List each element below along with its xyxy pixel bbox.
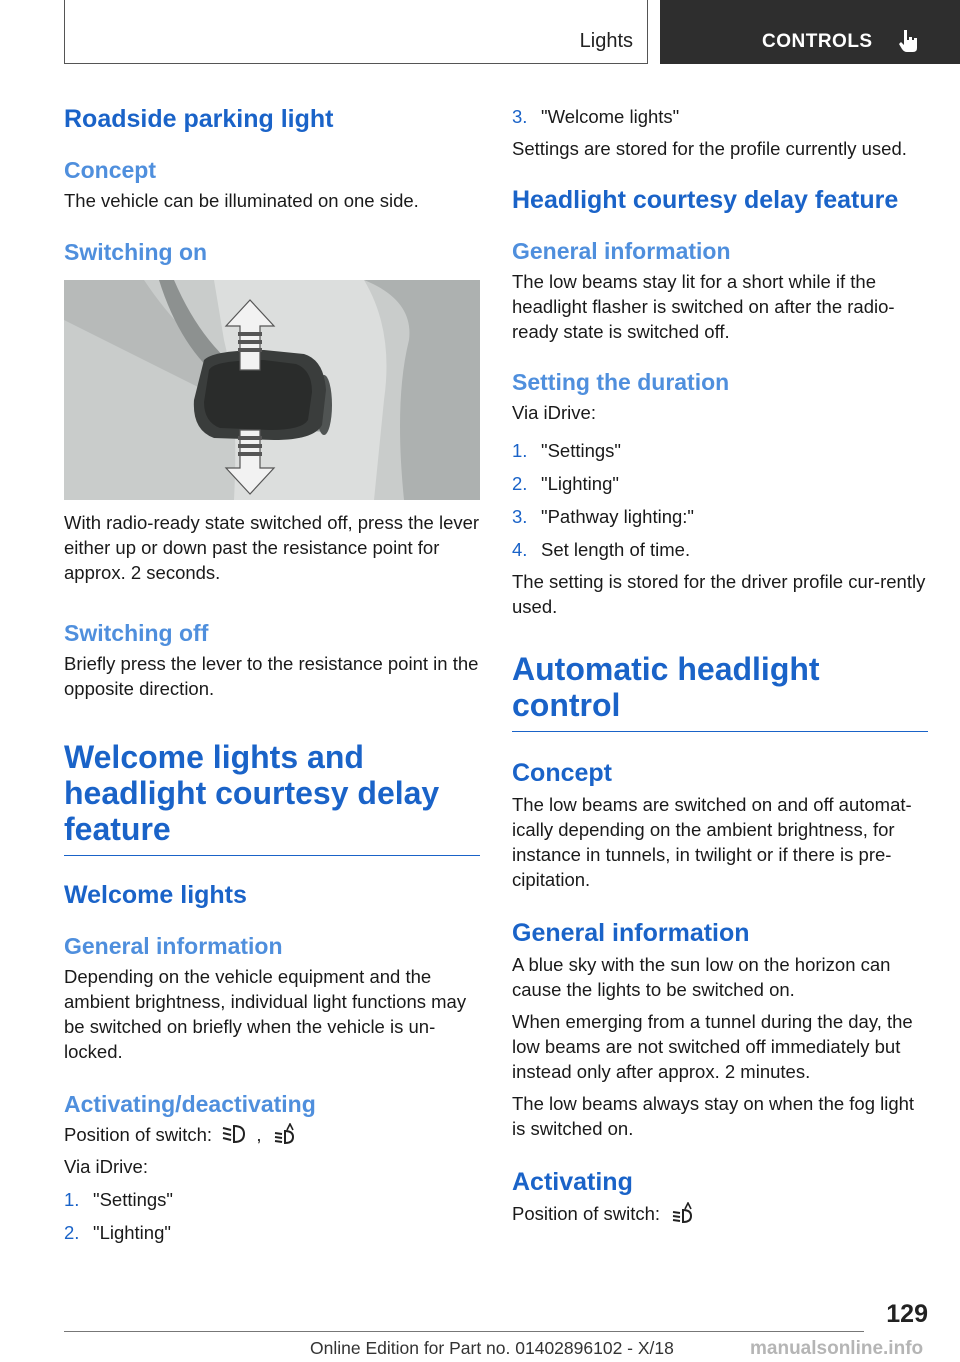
switching-off-text: Briefly press the lever to the resistance point in the opposite direction. xyxy=(64,653,479,699)
general-information-heading: General information xyxy=(64,933,283,959)
header-chapter-tab xyxy=(660,0,960,64)
list-item-text: "Settings" xyxy=(541,440,621,461)
list-item-number: 2. xyxy=(512,473,528,494)
pointing-hand-icon xyxy=(896,28,922,54)
header-section-label: Lights xyxy=(579,30,633,52)
welcome-chapter-heading: Welcome lights and headlight courtesy delay feature xyxy=(64,739,480,856)
switch-position-label: Position of switch: xyxy=(64,1124,213,1145)
footer-divider xyxy=(64,1331,864,1332)
general-information-heading: General information xyxy=(512,238,731,264)
duration-note-text: The setting is stored for the driver profile cur-rently used. xyxy=(512,571,926,617)
activating-heading: Activating xyxy=(512,1168,633,1196)
welcome-lights-heading: Welcome lights xyxy=(64,881,247,909)
list-item xyxy=(64,1187,480,1212)
courtesy-general-text: The low beams stay lit for a short while if the headlight flasher is switched on after the radio-ready state is switched off. xyxy=(512,271,895,342)
list-item-number: 3. xyxy=(512,506,528,527)
idrive-steps-list xyxy=(64,1187,480,1245)
low-beam-icon xyxy=(221,1123,247,1145)
footer-watermark: manualsonline.info xyxy=(750,1338,924,1359)
lever-illustration xyxy=(64,280,480,500)
list-item-number: 1. xyxy=(64,1189,80,1210)
duration-steps-list xyxy=(512,438,928,562)
header-section-tab xyxy=(64,0,648,64)
footer-edition-text: Online Edition for Part no. 01402896102 - X/18 xyxy=(310,1338,674,1358)
list-item-text: "Pathway lighting:" xyxy=(541,506,694,527)
activating-deactivating-heading: Activating/deactivating xyxy=(64,1091,316,1117)
switch-position-label: Position of switch: xyxy=(512,1203,661,1224)
courtesy-delay-heading: Headlight courtesy delay feature xyxy=(512,186,899,214)
info-paragraph: The low beams always stay on when the fog light is switched on. xyxy=(512,1093,915,1139)
general-information-text: Depending on the vehicle equipment and the ambient brightness, individual light functions may be switched on briefly when the vehicle is un-locked. xyxy=(64,966,467,1062)
via-idrive-label: Via iDrive: xyxy=(64,1156,148,1177)
auto-headlight-icon xyxy=(271,1123,297,1145)
via-idrive-label: Via iDrive: xyxy=(512,402,596,423)
switch-position-separator: , xyxy=(256,1124,262,1145)
auto-headlight-icon xyxy=(669,1202,695,1224)
auto-headlight-chapter-heading: Automatic headlight control xyxy=(512,651,928,732)
turn-signal-lever-image xyxy=(64,280,480,500)
setting-duration-heading: Setting the duration xyxy=(512,369,730,395)
list-item-text: "Lighting" xyxy=(541,473,619,494)
list-item xyxy=(512,104,928,129)
list-item-number: 2. xyxy=(64,1222,80,1243)
left-column xyxy=(64,96,480,1245)
page-number: 129 xyxy=(886,1300,928,1328)
header-chapter-label: CONTROLS xyxy=(762,31,873,52)
concept-heading: Concept xyxy=(64,157,156,183)
concept-heading: Concept xyxy=(512,759,612,787)
switching-off-heading: Switching off xyxy=(64,620,209,646)
roadside-parking-light-heading: Roadside parking light xyxy=(64,105,334,133)
list-item-text: "Lighting" xyxy=(93,1222,171,1243)
list-item-text: "Welcome lights" xyxy=(541,106,680,127)
switching-on-heading: Switching on xyxy=(64,239,208,265)
switch-position-line xyxy=(64,1122,480,1147)
switch-position-line xyxy=(512,1201,928,1226)
list-item-text: Set length of time. xyxy=(541,539,691,560)
list-item xyxy=(512,471,928,496)
auto-concept-text: The low beams are switched on and off automat-ically depending on the ambient brightness, for instance in tunnels, in twilight or if there is pre-cipitation. xyxy=(512,794,912,890)
list-item-number: 1. xyxy=(512,440,528,461)
info-paragraph: When emerging from a tunnel during the day, the low beams are not switched off immediately but instead only after approx. 2 minutes. xyxy=(512,1011,913,1082)
list-item-number: 3. xyxy=(512,106,528,127)
list-item xyxy=(512,537,928,562)
list-item xyxy=(512,504,928,529)
info-paragraph: A blue sky with the sun low on the horizon can cause the lights to be switched on. xyxy=(512,954,891,1000)
list-item-number: 4. xyxy=(512,539,528,560)
switching-on-text: With radio-ready state switched off, press the lever either up or down past the resistance point for approx. 2 seconds. xyxy=(64,512,480,583)
list-item-text: "Settings" xyxy=(93,1189,173,1210)
right-column xyxy=(512,96,928,1226)
concept-text: The vehicle can be illuminated on one side. xyxy=(64,190,419,211)
settings-stored-text: Settings are stored for the profile currently used. xyxy=(512,138,907,159)
list-item xyxy=(64,1220,480,1245)
list-item xyxy=(512,438,928,463)
general-information-heading: General information xyxy=(512,919,750,947)
